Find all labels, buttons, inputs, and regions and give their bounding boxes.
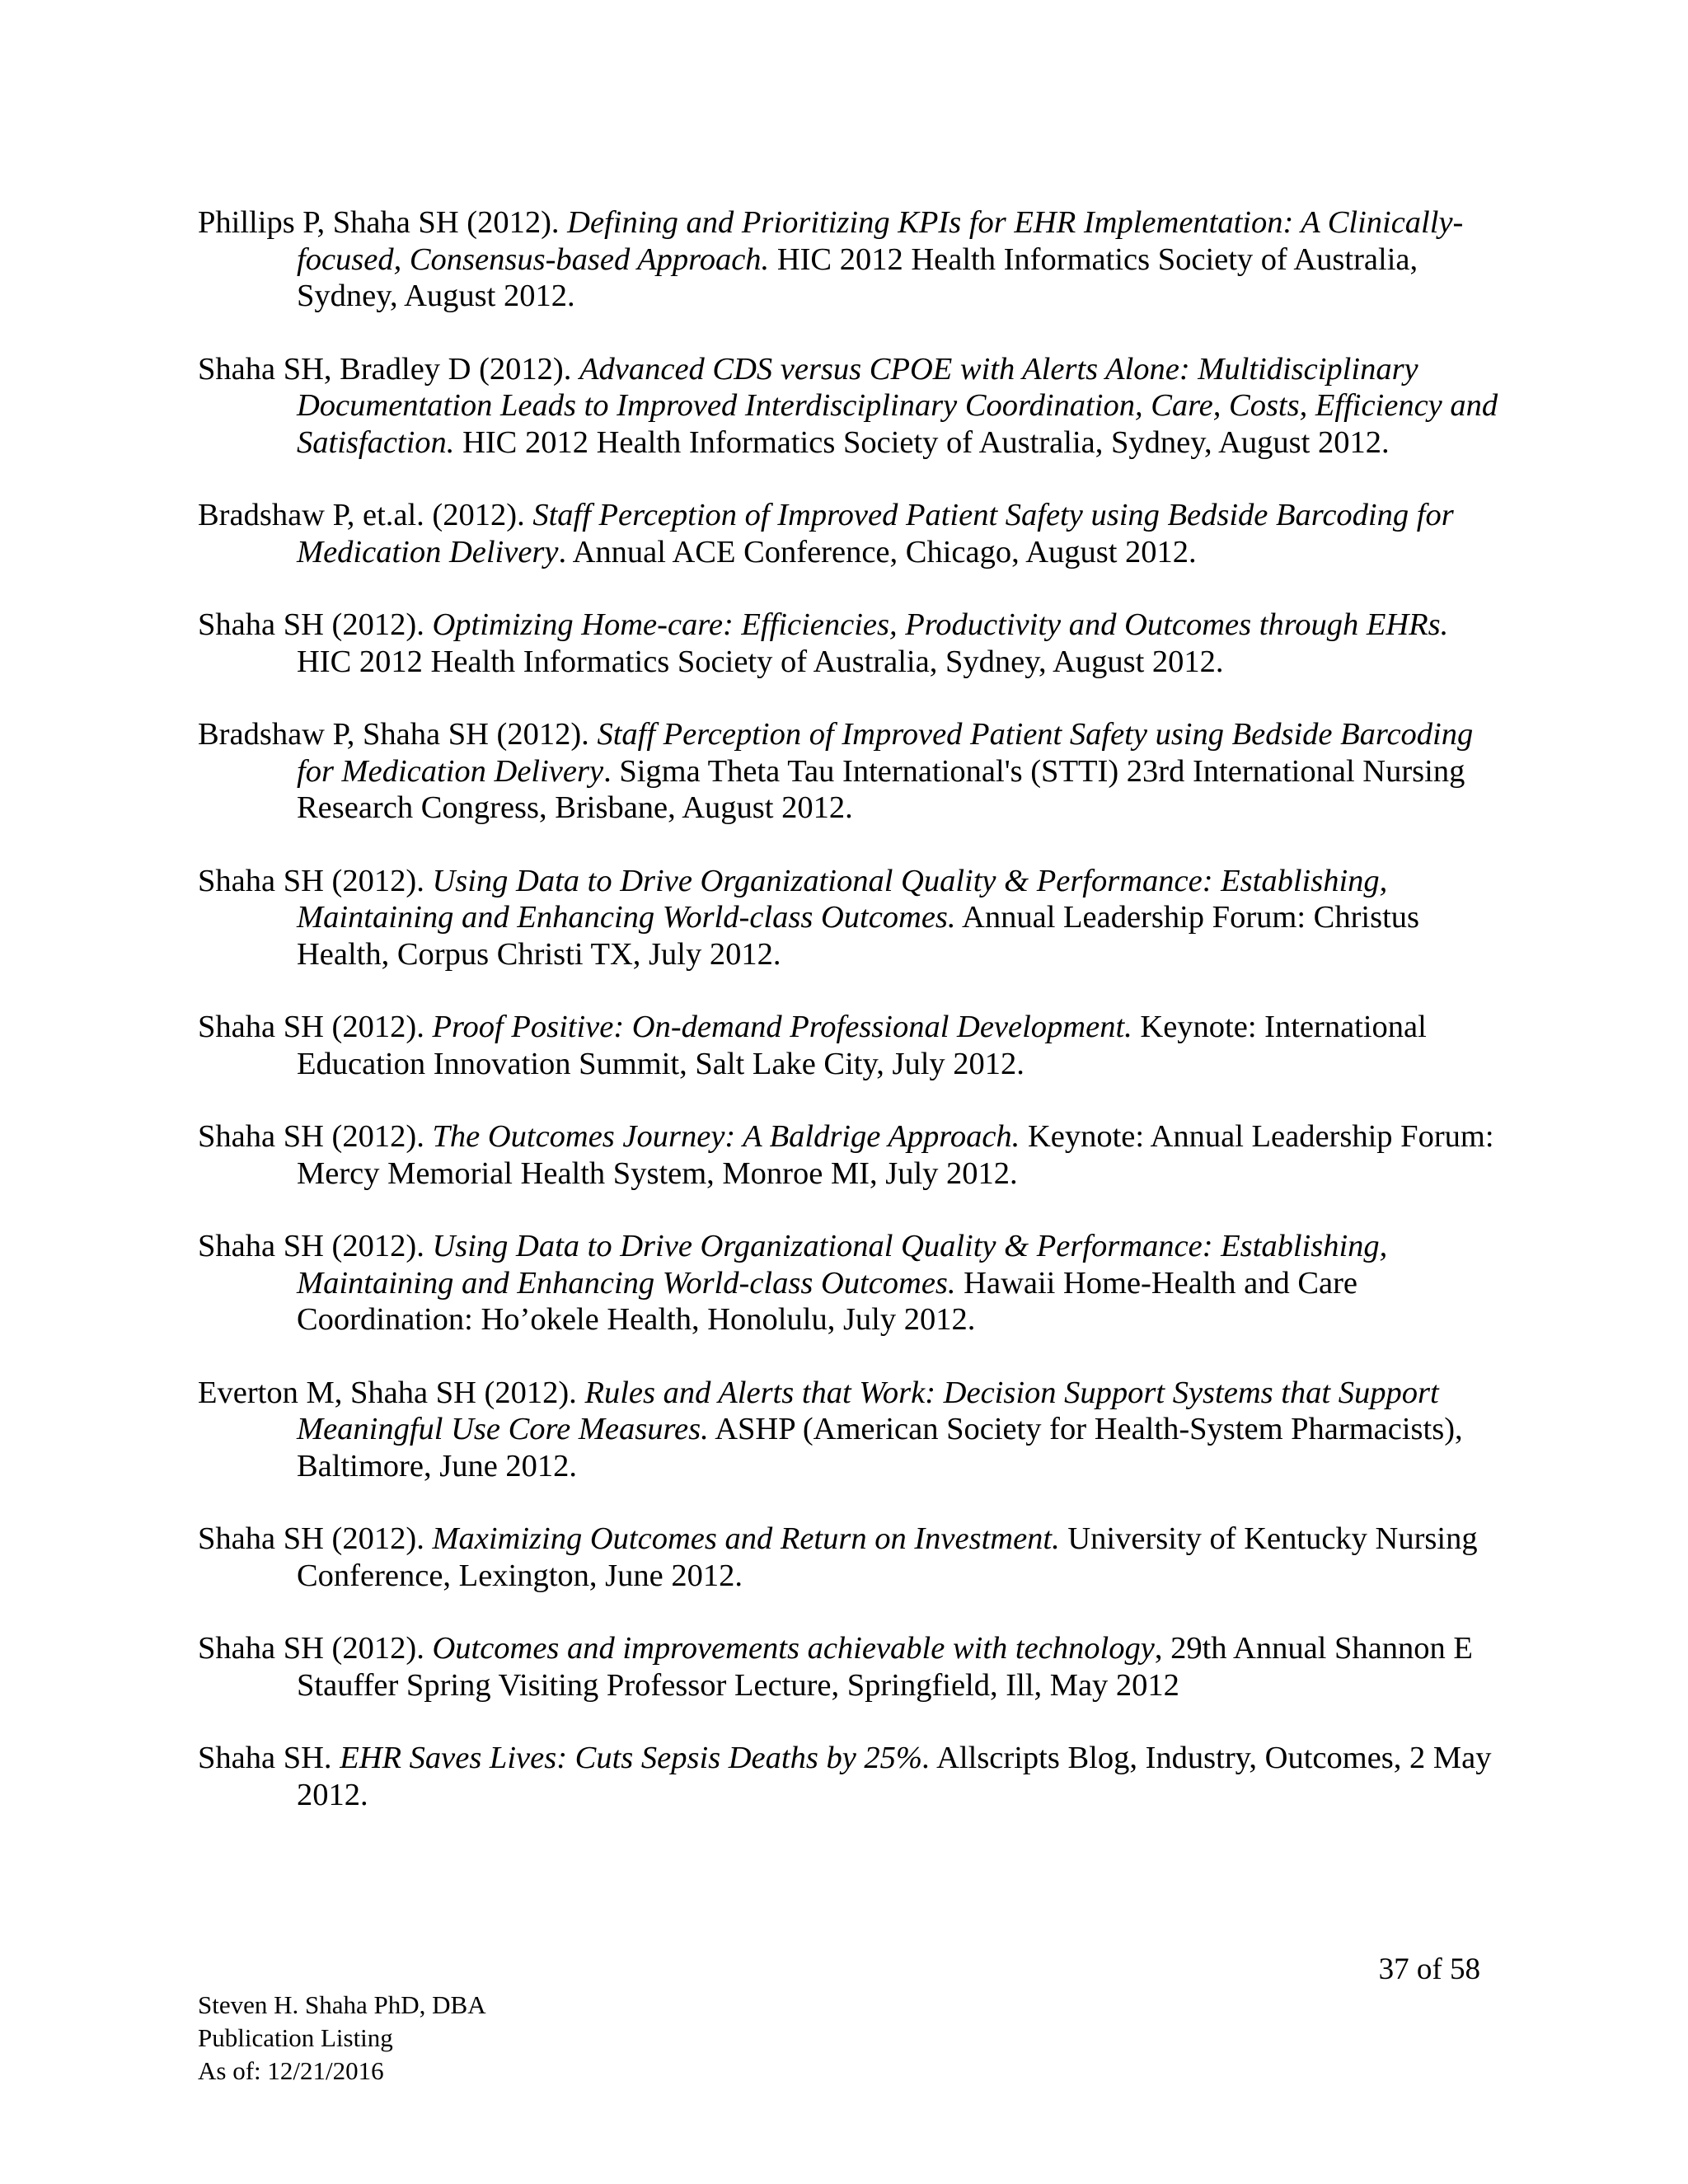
publication-entry	[198, 1009, 1500, 1082]
entry-venue: Hawaii Home-Health and Care Coordination: Ho’okele Health, Honolulu, July 2012.	[297, 1265, 1358, 1337]
publication-entry	[198, 863, 1500, 973]
entry-venue: . Annual ACE Conference, Chicago, August 2012.	[558, 534, 1197, 569]
entry-title: Advanced CDS versus CPOE with Alerts Alone: Multidisciplinary Documentation Leads to Improved Interdisciplinary Coordination, Care, Costs, Efficiency and Satisfaction.	[297, 351, 1498, 460]
entry-authors: Shaha SH, Bradley D (2012).	[198, 351, 579, 387]
entry-title: Using Data to Drive Organizational Quality & Performance: Establishing, Maintaining and Enhancing World-class Outcomes.	[297, 1229, 1388, 1301]
entry-title: The Outcomes Journey: A Baldrige Approach.	[432, 1119, 1020, 1154]
entry-authors: Shaha SH.	[198, 1741, 340, 1775]
entry-authors: Phillips P, Shaha SH (2012).	[198, 205, 568, 240]
footer-as-of-date: As of: 12/21/2016	[198, 2056, 384, 2085]
entry-authors: Everton M, Shaha SH (2012).	[198, 1375, 585, 1410]
footer-author: Steven H. Shaha PhD, DBA	[198, 1990, 486, 2019]
entry-title: Staff Perception of Improved Patient Safety using Bedside Barcoding for Medication Delivery	[297, 717, 1474, 789]
publication-entry	[198, 351, 1500, 462]
entry-title: Optimizing Home-care: Efficiencies, Productivity and Outcomes through EHRs.	[432, 607, 1449, 642]
publication-entry	[198, 1375, 1500, 1485]
entry-venue: HIC 2012 Health Informatics Society of Australia, Sydney, August 2012.	[297, 644, 1224, 679]
entry-title: Staff Perception of Improved Patient Safety using Bedside Barcoding for Medication Delivery	[297, 498, 1454, 569]
entry-title: Maximizing Outcomes and Return on Investment.	[432, 1521, 1060, 1556]
entry-title: Rules and Alerts that Work: Decision Support Systems that Support Meaningful Use Core Measures.	[297, 1375, 1439, 1446]
entry-venue: . Sigma Theta Tau International's (STTI) 23rd International Nursing Research Congress, Brisbane, August 2012.	[297, 753, 1465, 825]
entry-venue: Keynote: Annual Leadership Forum: Mercy Memorial Health System, Monroe MI, July 2012.	[297, 1119, 1494, 1191]
entry-venue: HIC 2012 Health Informatics Society of Australia, Sydney, August 2012.	[297, 241, 1418, 313]
entry-authors: Shaha SH (2012).	[198, 1010, 433, 1044]
entry-authors: Shaha SH (2012).	[198, 863, 433, 898]
entry-venue: HIC 2012 Health Informatics Society of Australia, Sydney, August 2012.	[454, 424, 1390, 460]
entry-authors: Bradshaw P, Shaha SH (2012).	[198, 717, 598, 752]
entry-venue: Allscripts Blog, Industry, Outcomes, 2 May 2012.	[297, 1741, 1492, 1812]
entry-authors: Shaha SH (2012).	[198, 1521, 433, 1556]
publication-entry	[198, 1630, 1500, 1704]
entry-venue: Annual Leadership Forum: Christus Health, Corpus Christi TX, July 2012.	[297, 900, 1420, 972]
entry-title: Defining and Prioritizing KPIs for EHR Implementation: A Clinically-focused, Consensus-based Approach.	[297, 205, 1464, 277]
publication-entry	[198, 1521, 1500, 1594]
entry-authors: Bradshaw P, et.al. (2012).	[198, 498, 533, 532]
entry-title: Outcomes and improvements achievable with technology	[432, 1631, 1155, 1666]
publication-entry	[198, 204, 1500, 315]
entry-authors: Shaha SH (2012).	[198, 1631, 433, 1666]
publication-entry	[198, 497, 1500, 570]
entry-authors: Shaha SH (2012).	[198, 1229, 433, 1263]
footer-document-title: Publication Listing	[198, 2023, 393, 2052]
publication-entry	[198, 607, 1500, 680]
entry-title: Proof Positive: On-demand Professional Development.	[432, 1010, 1132, 1044]
entry-venue: Keynote: International Education Innovation Summit, Salt Lake City, July 2012.	[297, 1010, 1427, 1081]
entry-venue: ASHP (American Society for Health-System Pharmacists), Baltimore, June 2012.	[297, 1412, 1463, 1483]
entry-title: EHR Saves Lives: Cuts Sepsis Deaths by 25%.	[340, 1741, 931, 1775]
entry-authors: Shaha SH (2012).	[198, 607, 433, 642]
publication-entry	[198, 1740, 1500, 1813]
publication-entry	[198, 1228, 1500, 1338]
page-number: 37 of 58	[1378, 1952, 1480, 1986]
publication-entry	[198, 1118, 1500, 1192]
page-footer	[198, 1989, 486, 2088]
entry-title: Using Data to Drive Organizational Quality & Performance: Establishing, Maintaining and Enhancing World-class Outcomes.	[297, 863, 1388, 935]
publication-entry	[198, 716, 1500, 827]
entry-authors: Shaha SH (2012).	[198, 1119, 433, 1154]
entry-venue: University of Kentucky Nursing Conference, Lexington, June 2012.	[297, 1521, 1478, 1593]
publication-list	[198, 204, 1500, 1849]
entry-venue: , 29th Annual Shannon E Stauffer Spring Visiting Professor Lecture, Springfield, Ill, May 2012	[297, 1631, 1473, 1703]
